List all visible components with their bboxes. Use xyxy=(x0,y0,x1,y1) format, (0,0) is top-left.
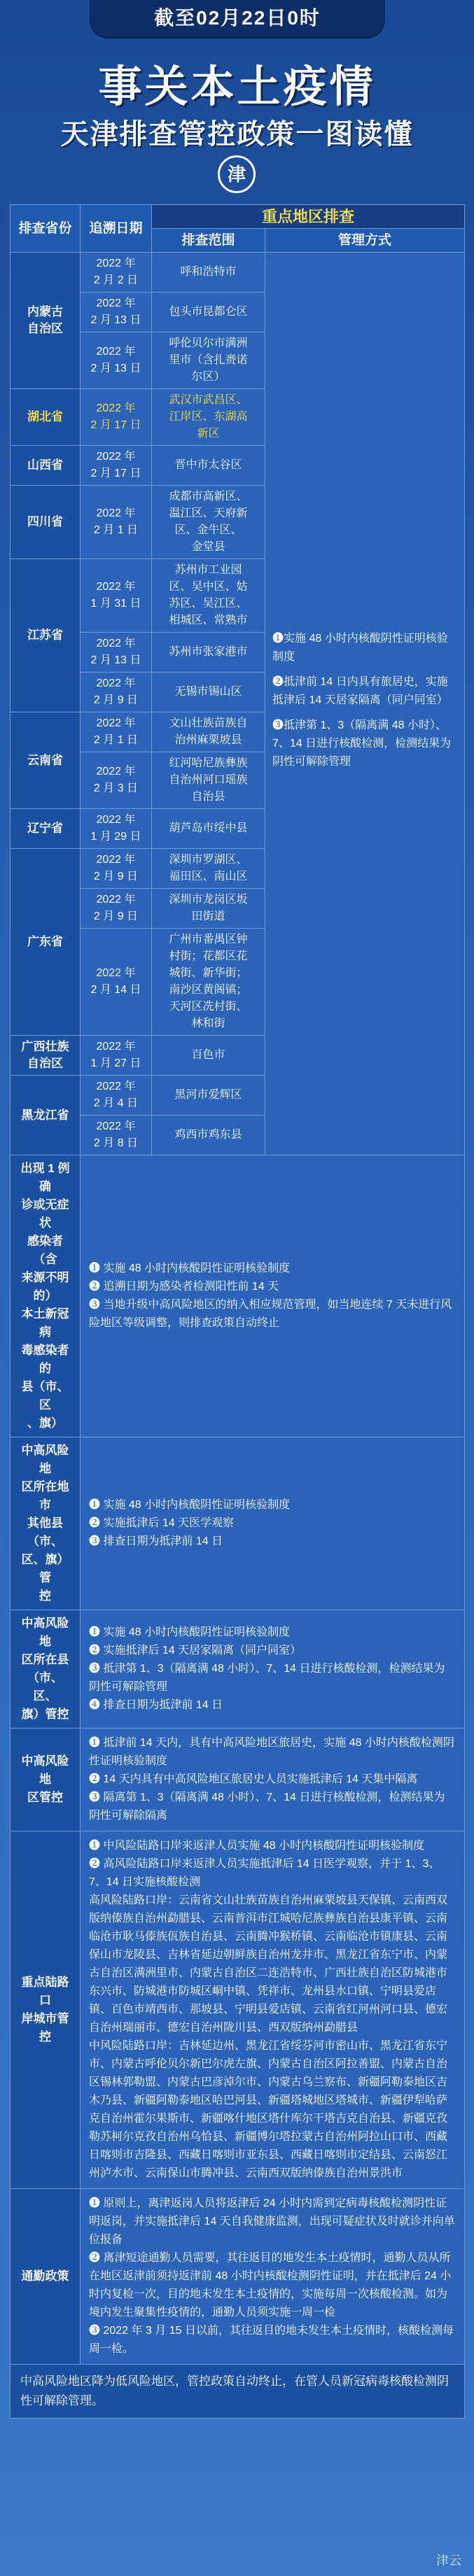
section-line: ❶ 中风险陆路口岸来返津人员实施 48 小时内核酸阴性证明核验制度 xyxy=(89,1840,425,1852)
section-line: ❹ 排查日期为抵津前 14 日 xyxy=(89,1699,223,1711)
section-label: 出现 1 例确 诊或无症状 感染者（含 来源不明的） 本土新冠病 毒感染者的 县（市、区 、旗） xyxy=(11,1155,81,1437)
footer-note: 中高风险地区降为低风险地区，管控政策自动终止，在管人员新冠病毒核酸检测阴性可解除管理。 xyxy=(11,2365,465,2419)
range-cell: 呼和浩特市 xyxy=(152,253,265,293)
section-content xyxy=(81,1155,465,1437)
range-cell: 武汉市武昌区、 江岸区、东湖高 新区 xyxy=(152,389,265,446)
date-cell: 2022 年 2 月 4 日 xyxy=(81,1076,152,1115)
province-cell: 山西省 xyxy=(11,446,81,486)
date-cell: 2022 年 2 月 9 日 xyxy=(81,849,152,889)
range-cell: 呼伦贝尔市满洲 里市（含扎赉诺 尔区） xyxy=(152,332,265,389)
section-line: ❶ 抵津前 14 天内，具有中高风险地区旅居史，实施 48 小时内核酸检测阴性证明核验制度 xyxy=(89,1737,454,1767)
section-line: ❷ 14 天内具有中高风险地区旅居史人员实施抵津后 14 天集中隔离 xyxy=(89,1773,418,1785)
date-cell: 2022 年 2 月 1 日 xyxy=(81,486,152,559)
range-cell: 苏州市张家港市 xyxy=(152,633,265,673)
range-cell: 红河哈尼族彝族 自治州河口瑶族 自治县 xyxy=(152,752,265,809)
group-header: 重点地区排查 xyxy=(152,205,465,229)
policy-table xyxy=(10,204,465,2419)
section-row xyxy=(11,2189,465,2365)
date-cell: 2022 年 1 月 27 日 xyxy=(81,1036,152,1076)
date-cell: 2022 年 2 月 13 日 xyxy=(81,293,152,332)
range-cell: 鸡西市鸡东县 xyxy=(152,1115,265,1155)
date-cell: 2022 年 1 月 31 日 xyxy=(81,559,152,633)
range-cell: 包头市昆都仑区 xyxy=(152,293,265,332)
management-item: ❶实施 48 小时内核酸阴性证明核验制度 xyxy=(272,632,448,663)
range-cell: 深圳市罗湖区、 福田区、南山区 xyxy=(152,849,265,889)
section-line: ❶ 实施 48 小时内核酸阴性证明核验制度 xyxy=(89,1499,291,1511)
table-row xyxy=(11,253,465,293)
date-cell: 2022 年 2 月 1 日 xyxy=(81,712,152,752)
logo-char: 津 xyxy=(227,164,246,185)
province-cell: 广东省 xyxy=(11,849,81,1036)
date-cell: 2022 年 2 月 9 日 xyxy=(81,889,152,929)
date-cell: 2022 年 2 月 2 日 xyxy=(81,253,152,293)
section-row xyxy=(11,1437,465,1610)
date-cell: 2022 年 2 月 13 日 xyxy=(81,332,152,389)
date-text: 截至02月22日0时 xyxy=(154,7,321,29)
date-cell: 2022 年 1 月 29 日 xyxy=(81,809,152,849)
range-cell: 晋中市太谷区 xyxy=(152,446,265,486)
section-content xyxy=(81,1831,465,2189)
section-line: ❸ 2022 年 3 月 15 日以前，其往返目的地未发生本土疫情时，核酸检测每周一检。 xyxy=(89,2325,454,2355)
province-cell: 广西壮族 自治区 xyxy=(11,1036,81,1076)
section-line: ❷ 离津短途通勤人员需要，其往返目的地发生本土疫情时，通勤人员从所在地区返津前须持返津前 48 小时内核酸检测阴性证明，并在抵津后 24 小时内复检一次，目的地未发生本土疫情的，实施每周一次核酸检测。如为境内发生聚集性疫情的，通勤人员须实施一周一检 xyxy=(89,2252,452,2318)
section-label: 中高风险地 区所在县 （市、区、 旗）管控 xyxy=(11,1610,81,1729)
section-content xyxy=(81,1610,465,1729)
section-line: 高风险陆路口岸：云南省文山壮族苗族自治州麻栗坡县天保镇、云南西双版纳傣族自治州勐腊县、云南普洱市江城哈尼族彝族自治县康平镇、云南临沧市耿马傣族佤族自治县、云南腾冲猴桥镇、云南临沧市镇康县、云南保山市龙陵县、吉林省延边朝鲜族自治州龙井市、黑龙江省东宁市、内蒙古自治区满洲里市、内蒙古自治区二连浩特市、广西壮族自治区防城港市东兴市、防城港市防城区峒中镇、凭祥市、龙州县水口镇、宁明县爱店镇、百色市靖西市、那坡县、宁明县爱店镇、云南省红河州河口县、德宏自治州瑞丽市、德宏自治州陇川县、西双版纳州勐腊县 xyxy=(89,1894,448,2034)
range-cell: 葫芦岛市绥中县 xyxy=(152,809,265,849)
province-cell: 辽宁省 xyxy=(11,809,81,849)
section-line: ❸ 当地升级中高风险地区的纳入相应规范管理，如当地连续 7 天未进行风险地区等级调整，则排查政策自动终止 xyxy=(89,1299,452,1329)
province-cell: 内蒙古 自治区 xyxy=(11,253,81,389)
section-line: ❸ 隔离第 1、3（隔离满 48 小时）、7、14 日进行核酸检测，检测结果为阴性可解除隔离 xyxy=(89,1792,445,1822)
range-cell: 广州市番禺区钟 村街；花都区花 城街、新华街； 南沙区黄阁镇； 天河区冼村街、 林和街 xyxy=(152,929,265,1036)
section-label: 中高风险地 区所在地市 其他县（市、 区、旗）管 控 xyxy=(11,1437,81,1610)
management-item: ❸抵津第 1、3（隔离满 48 小时）、7、14 日进行核酸检测，检测结果为阴性可解除管理 xyxy=(272,719,452,768)
section-row xyxy=(11,1729,465,1831)
date-cell: 2022 年 2 月 9 日 xyxy=(81,673,152,712)
date-cell: 2022 年 2 月 3 日 xyxy=(81,752,152,809)
range-cell: 深圳市龙岗区坂 田街道 xyxy=(152,889,265,929)
province-cell: 湖北省 xyxy=(11,389,81,446)
section-line: 中风险陆路口岸：吉林延边州、黑龙江省绥芬河市密山市、黑龙江省东宁市、内蒙古呼伦贝尔新巴尔虎左旗、内蒙古自治区阿拉善盟、内蒙古自治区锡林郭勒盟、内蒙古巴彦淖尔市、内蒙古乌兰察布、新疆阿勒泰地区吉木乃县、新疆阿勒泰地区哈巴河县、新疆塔城地区塔城市、新疆伊犁哈萨克自治州霍尔果斯市、新疆喀什地区塔什库尔干塔吉克自治县、新疆克孜勒苏柯尔克孜自治州乌恰县、新疆博尔塔拉蒙古自治州阿拉山口市、西藏日喀则市吉隆县、西藏日喀则市亚东县、西藏日喀则市定结县、云南怒江州泸水市、云南保山市腾冲县、云南西双版纳傣族自治州景洪市 xyxy=(89,2040,448,2179)
date-cell: 2022 年 2 月 17 日 xyxy=(81,446,152,486)
section-row xyxy=(11,1610,465,1729)
footer-row xyxy=(11,2365,465,2419)
col-range-header: 排查范围 xyxy=(152,229,265,253)
section-row xyxy=(11,1155,465,1437)
section-line: ❸ 排查日期为抵津前 14 日 xyxy=(89,1535,223,1547)
management-item: ❷抵津前 14 日内具有旅居史，实施抵津后 14 天居家隔离（同户同室） xyxy=(272,675,448,706)
date-cell: 2022 年 2 月 8 日 xyxy=(81,1115,152,1155)
date-cell: 2022 年 2 月 14 日 xyxy=(81,929,152,1036)
tianjin-logo-icon xyxy=(218,155,256,193)
section-label: 通勤政策 xyxy=(11,2189,81,2365)
col-province-header: 排查省份 xyxy=(11,205,81,253)
section-line: ❷ 实施抵津后 14 天居家隔离（同户同室） xyxy=(89,1645,302,1656)
page-title: 事关本土疫情 xyxy=(98,63,376,111)
range-cell: 成都市高新区、 温江区、天府新 区、金牛区、 金堂县 xyxy=(152,486,265,559)
watermark: 津云 xyxy=(436,2554,461,2568)
range-cell: 百色市 xyxy=(152,1036,265,1076)
section-line: ❶ 实施 48 小时内核酸阴性证明核验制度 xyxy=(89,1626,291,1638)
date-cell: 2022 年 2 月 13 日 xyxy=(81,633,152,673)
range-cell: 黑河市爱辉区 xyxy=(152,1076,265,1115)
province-cell: 黑龙江省 xyxy=(11,1076,81,1155)
range-cell: 苏州市工业园 区、吴中区、姑 苏区、吴江区、 相城区、常熟市 xyxy=(152,559,265,633)
page-subtitle: 天津排查管控政策一图读懂 xyxy=(60,119,414,150)
policy-table-body xyxy=(11,205,465,2419)
section-label: 重点陆路口 岸城市管控 xyxy=(11,1831,81,2189)
province-cell: 四川省 xyxy=(11,486,81,559)
section-line: ❷ 实施抵津后 14 天医学观察 xyxy=(89,1517,235,1529)
section-line: ❶ 实施 48 小时内核酸阴性证明核验制度 xyxy=(89,1262,291,1274)
section-line: ❷ 追溯日期为感染者检测阳性前 14 天 xyxy=(89,1281,279,1293)
section-content xyxy=(81,1729,465,1831)
date-banner xyxy=(90,0,385,36)
col-date-header: 追溯日期 xyxy=(81,205,152,253)
section-line: ❸ 抵津第 1、3（隔离满 48 小时）、7、14 日进行核酸检测，检测结果为阴性可解除管理 xyxy=(89,1663,445,1693)
section-line: ❶ 原则上，离津返岗人员将返津后 24 小时内需到定病毒核酸检测阴性证明返岗，并实施抵津后 14 天自我健康监测，出现可疑症状及时就诊并向单位报备 xyxy=(89,2197,455,2246)
date-cell: 2022 年 2 月 17 日 xyxy=(81,389,152,446)
range-cell: 文山壮族苗族自 治州麻栗坡县 xyxy=(152,712,265,752)
management-cell xyxy=(265,253,465,1155)
table-header-row xyxy=(11,205,465,229)
col-method-header: 管理方式 xyxy=(265,229,465,253)
section-line: ❷ 高风险陆路口岸来返津人员实施抵津后 14 日医学观察，并于 1、3、7、14 日实施核酸检测 xyxy=(89,1858,440,1888)
range-cell: 无锡市锡山区 xyxy=(152,673,265,712)
section-content xyxy=(81,2189,465,2365)
section-content xyxy=(81,1437,465,1610)
section-label: 中高风险地 区管控 xyxy=(11,1729,81,1831)
province-cell: 云南省 xyxy=(11,712,81,809)
section-row xyxy=(11,1831,465,2189)
province-cell: 江苏省 xyxy=(11,559,81,712)
